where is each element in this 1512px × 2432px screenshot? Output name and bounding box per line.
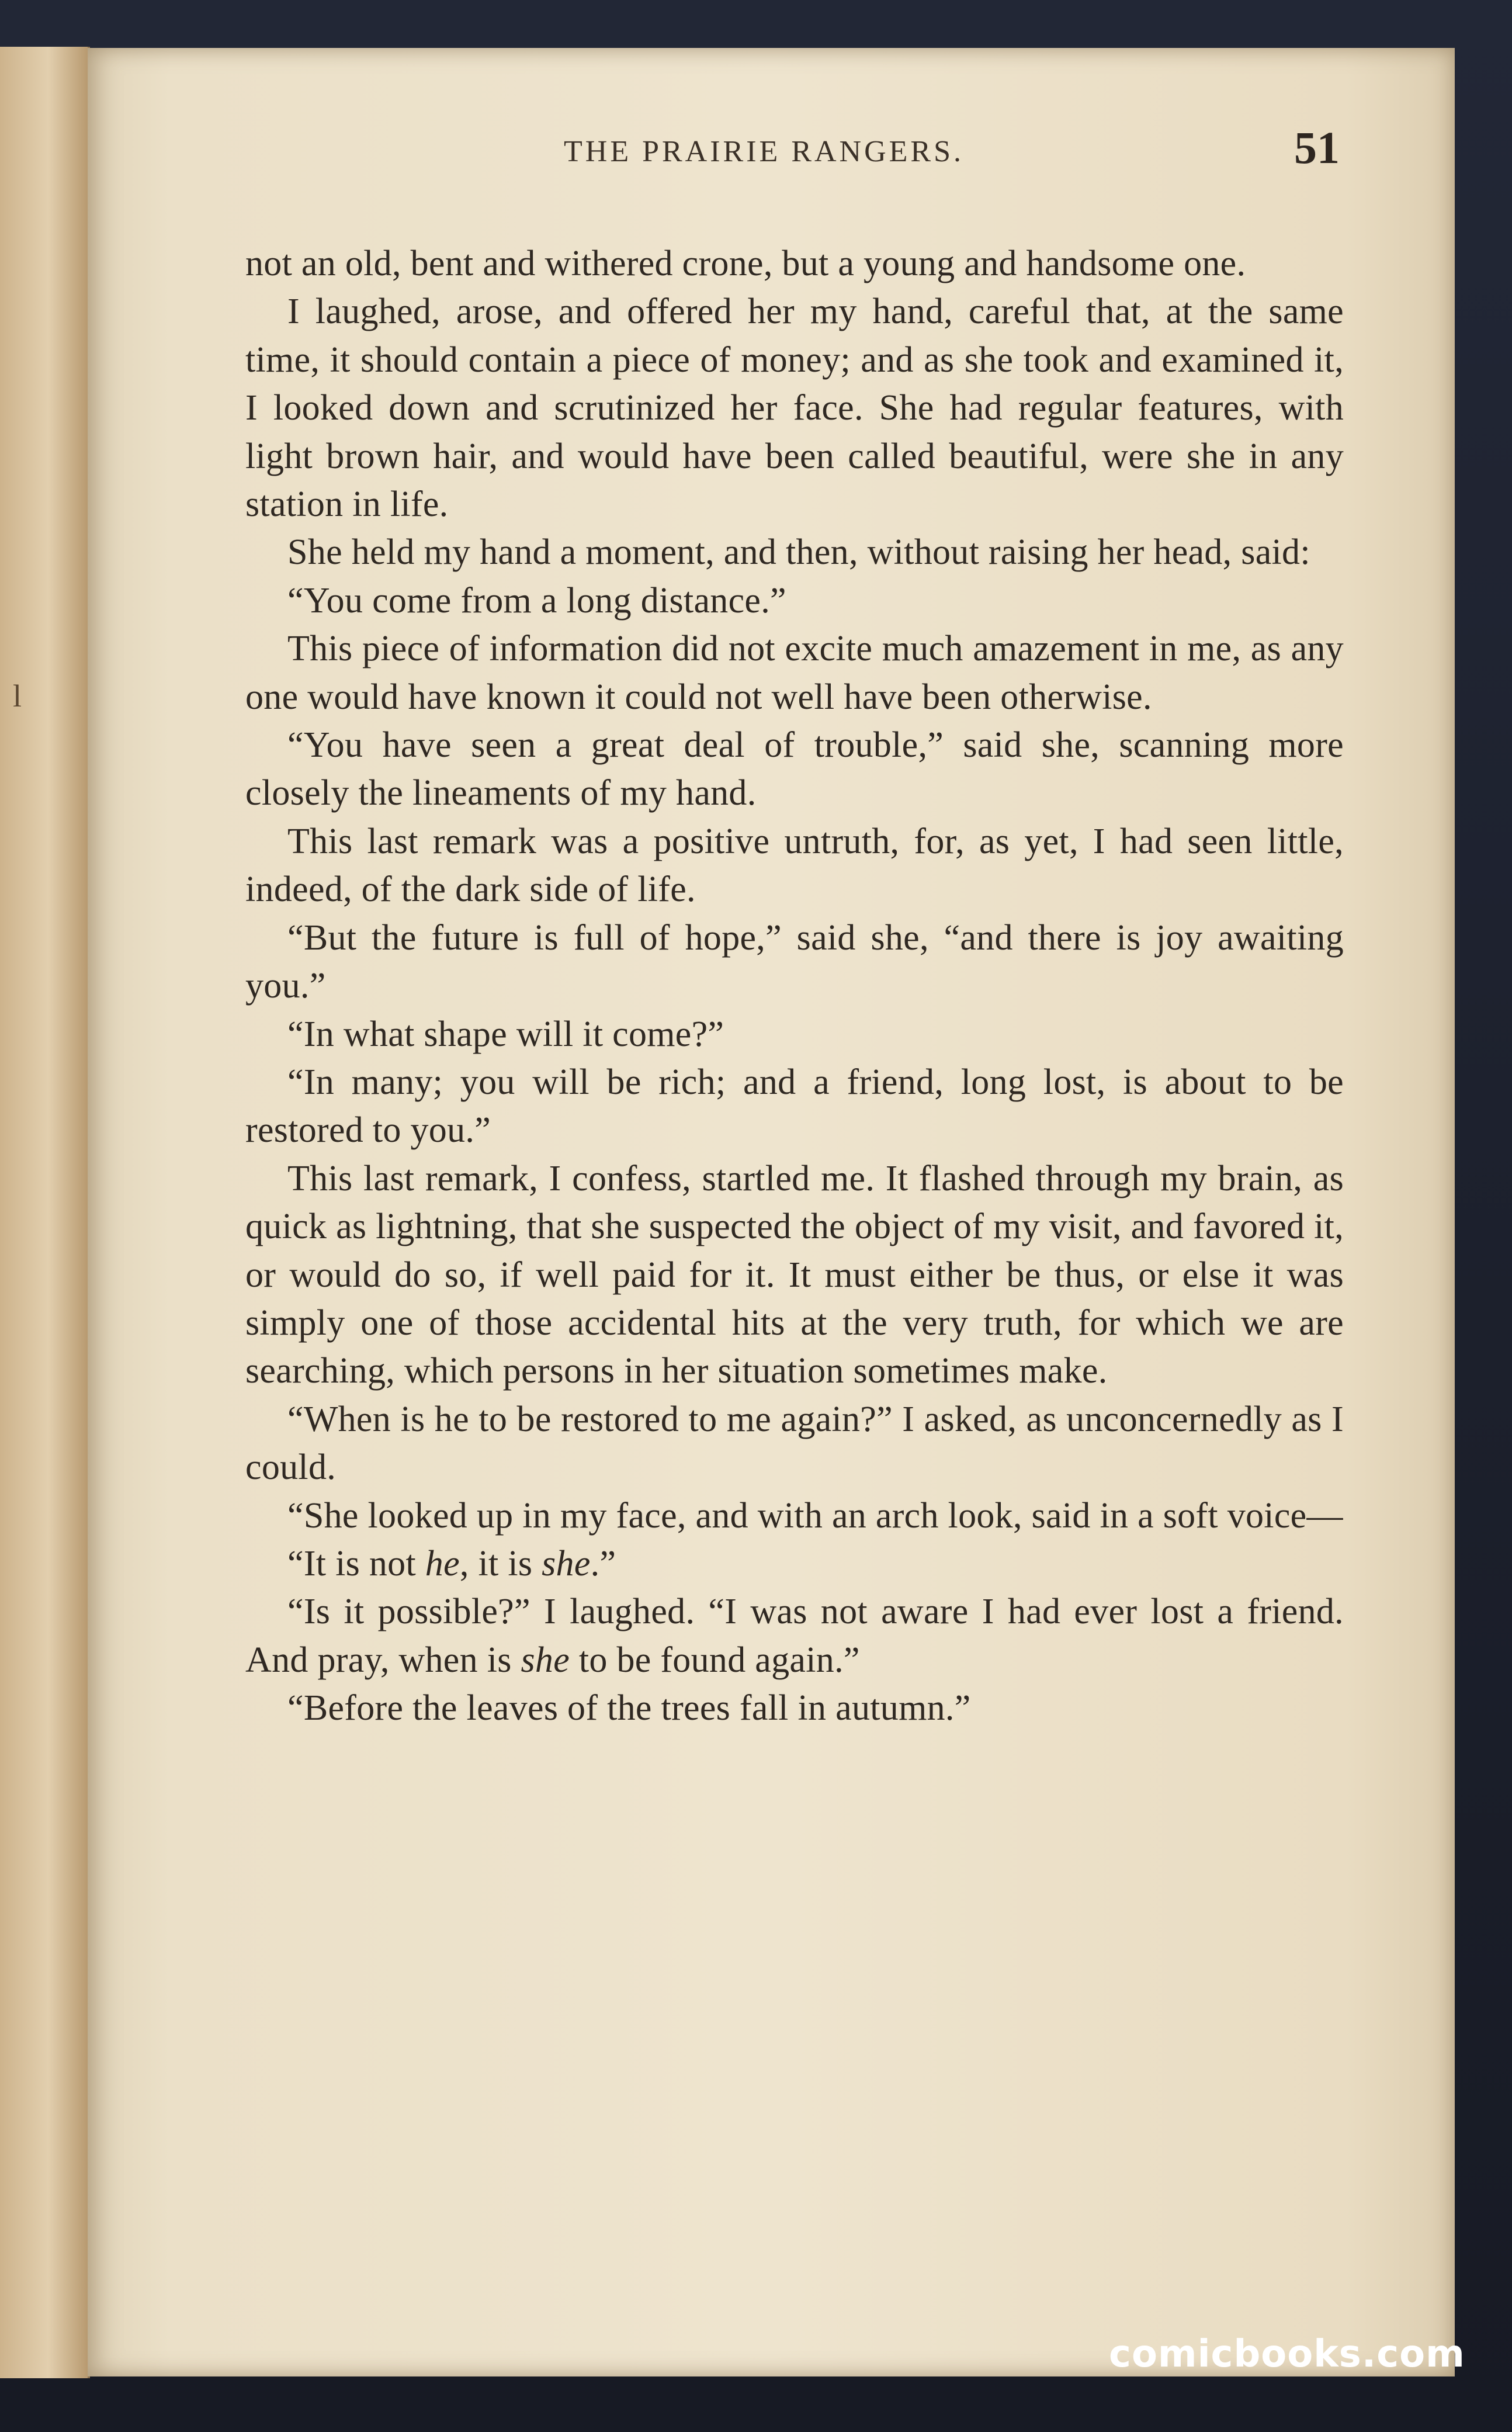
body-text [245,240,1344,1733]
italic-text: she [521,1640,570,1680]
left-page-mark: l [13,678,22,713]
paragraph [245,528,1344,576]
text-segment: “In what shape will it come?” [287,1014,724,1054]
paragraph [245,1010,1344,1058]
paragraph [245,1058,1344,1155]
text-segment: , it is [459,1543,542,1584]
left-page-edge [0,47,90,2378]
paragraph [245,1155,1344,1395]
text-segment: not an old, bent and withered crone, but a young and handsome one. [245,244,1246,283]
text-segment: I laughed, arose, and offered her my hand, careful that, at the same time, it should contain a piece of money; and as she took and examined it, I looked down and scrutinized her face. She had regular features, with light brown hair, and would have been called beautiful, were she in any station in life. [245,292,1344,525]
text-segment: “She looked up in my face, and with an arch look, said in a soft voice— [287,1495,1343,1536]
text-segment: This piece of information did not excite much amazement in me, as any one would have known it could not well have been otherwise. [245,629,1344,717]
text-segment: “You have seen a great deal of trouble,” said she, scanning more closely the lineaments of my hand. [245,725,1344,813]
paragraph [245,1684,1344,1732]
text-segment: “Before the leaves of the trees fall in autumn.” [287,1688,971,1728]
text-segment: .” [590,1543,616,1584]
text-segment: “When is he to be restored to me again?” I asked, as unconcernedly as I could. [245,1399,1344,1488]
text-segment: “But the future is full of hope,” said she, “and there is joy awaiting you.” [245,917,1344,1006]
paragraph [245,625,1344,721]
page-number: 51 [1294,122,1340,173]
paragraph [245,721,1344,817]
paragraph [245,1492,1344,1540]
italic-text: he [425,1543,460,1584]
paragraph [245,1540,1344,1588]
paragraph [245,817,1344,914]
text-segment: “It is not [287,1543,425,1584]
text-segment: “Is it possible?” I laughed. “I was not aware I had ever lost a friend. And pray, when is [245,1592,1344,1680]
text-segment: to be found again.” [570,1640,860,1680]
text-segment: She held my hand a moment, and then, without raising her head, said: [287,532,1310,573]
page-header [0,122,1512,199]
paragraph [245,914,1344,1010]
running-head: THE PRAIRIE RANGERS. [564,135,965,168]
paragraph [245,1588,1344,1684]
text-segment: This last remark was a positive untruth, for, as yet, I had seen little, indeed, of the dark side of life. [245,821,1344,910]
paragraph [245,1395,1344,1492]
paragraph [245,287,1344,528]
text-segment: “You come from a long distance.” [287,580,786,621]
site-watermark: comicbooks.com [1109,2333,1465,2376]
italic-text: she [542,1543,591,1584]
text-segment: “In many; you will be rich; and a friend, long lost, is about to be restored to you.” [245,1062,1344,1151]
paragraph [245,240,1344,287]
text-segment: This last remark, I confess, startled me. It flashed through my brain, as quick as lightning, that she suspected the object of my visit, and favored it, or would do so, if well paid for it. It must either be thus, or else it was simply one of those accidental hits at the very truth, for which we are searching, which persons in her situation sometimes make. [245,1158,1344,1391]
paragraph [245,577,1344,625]
